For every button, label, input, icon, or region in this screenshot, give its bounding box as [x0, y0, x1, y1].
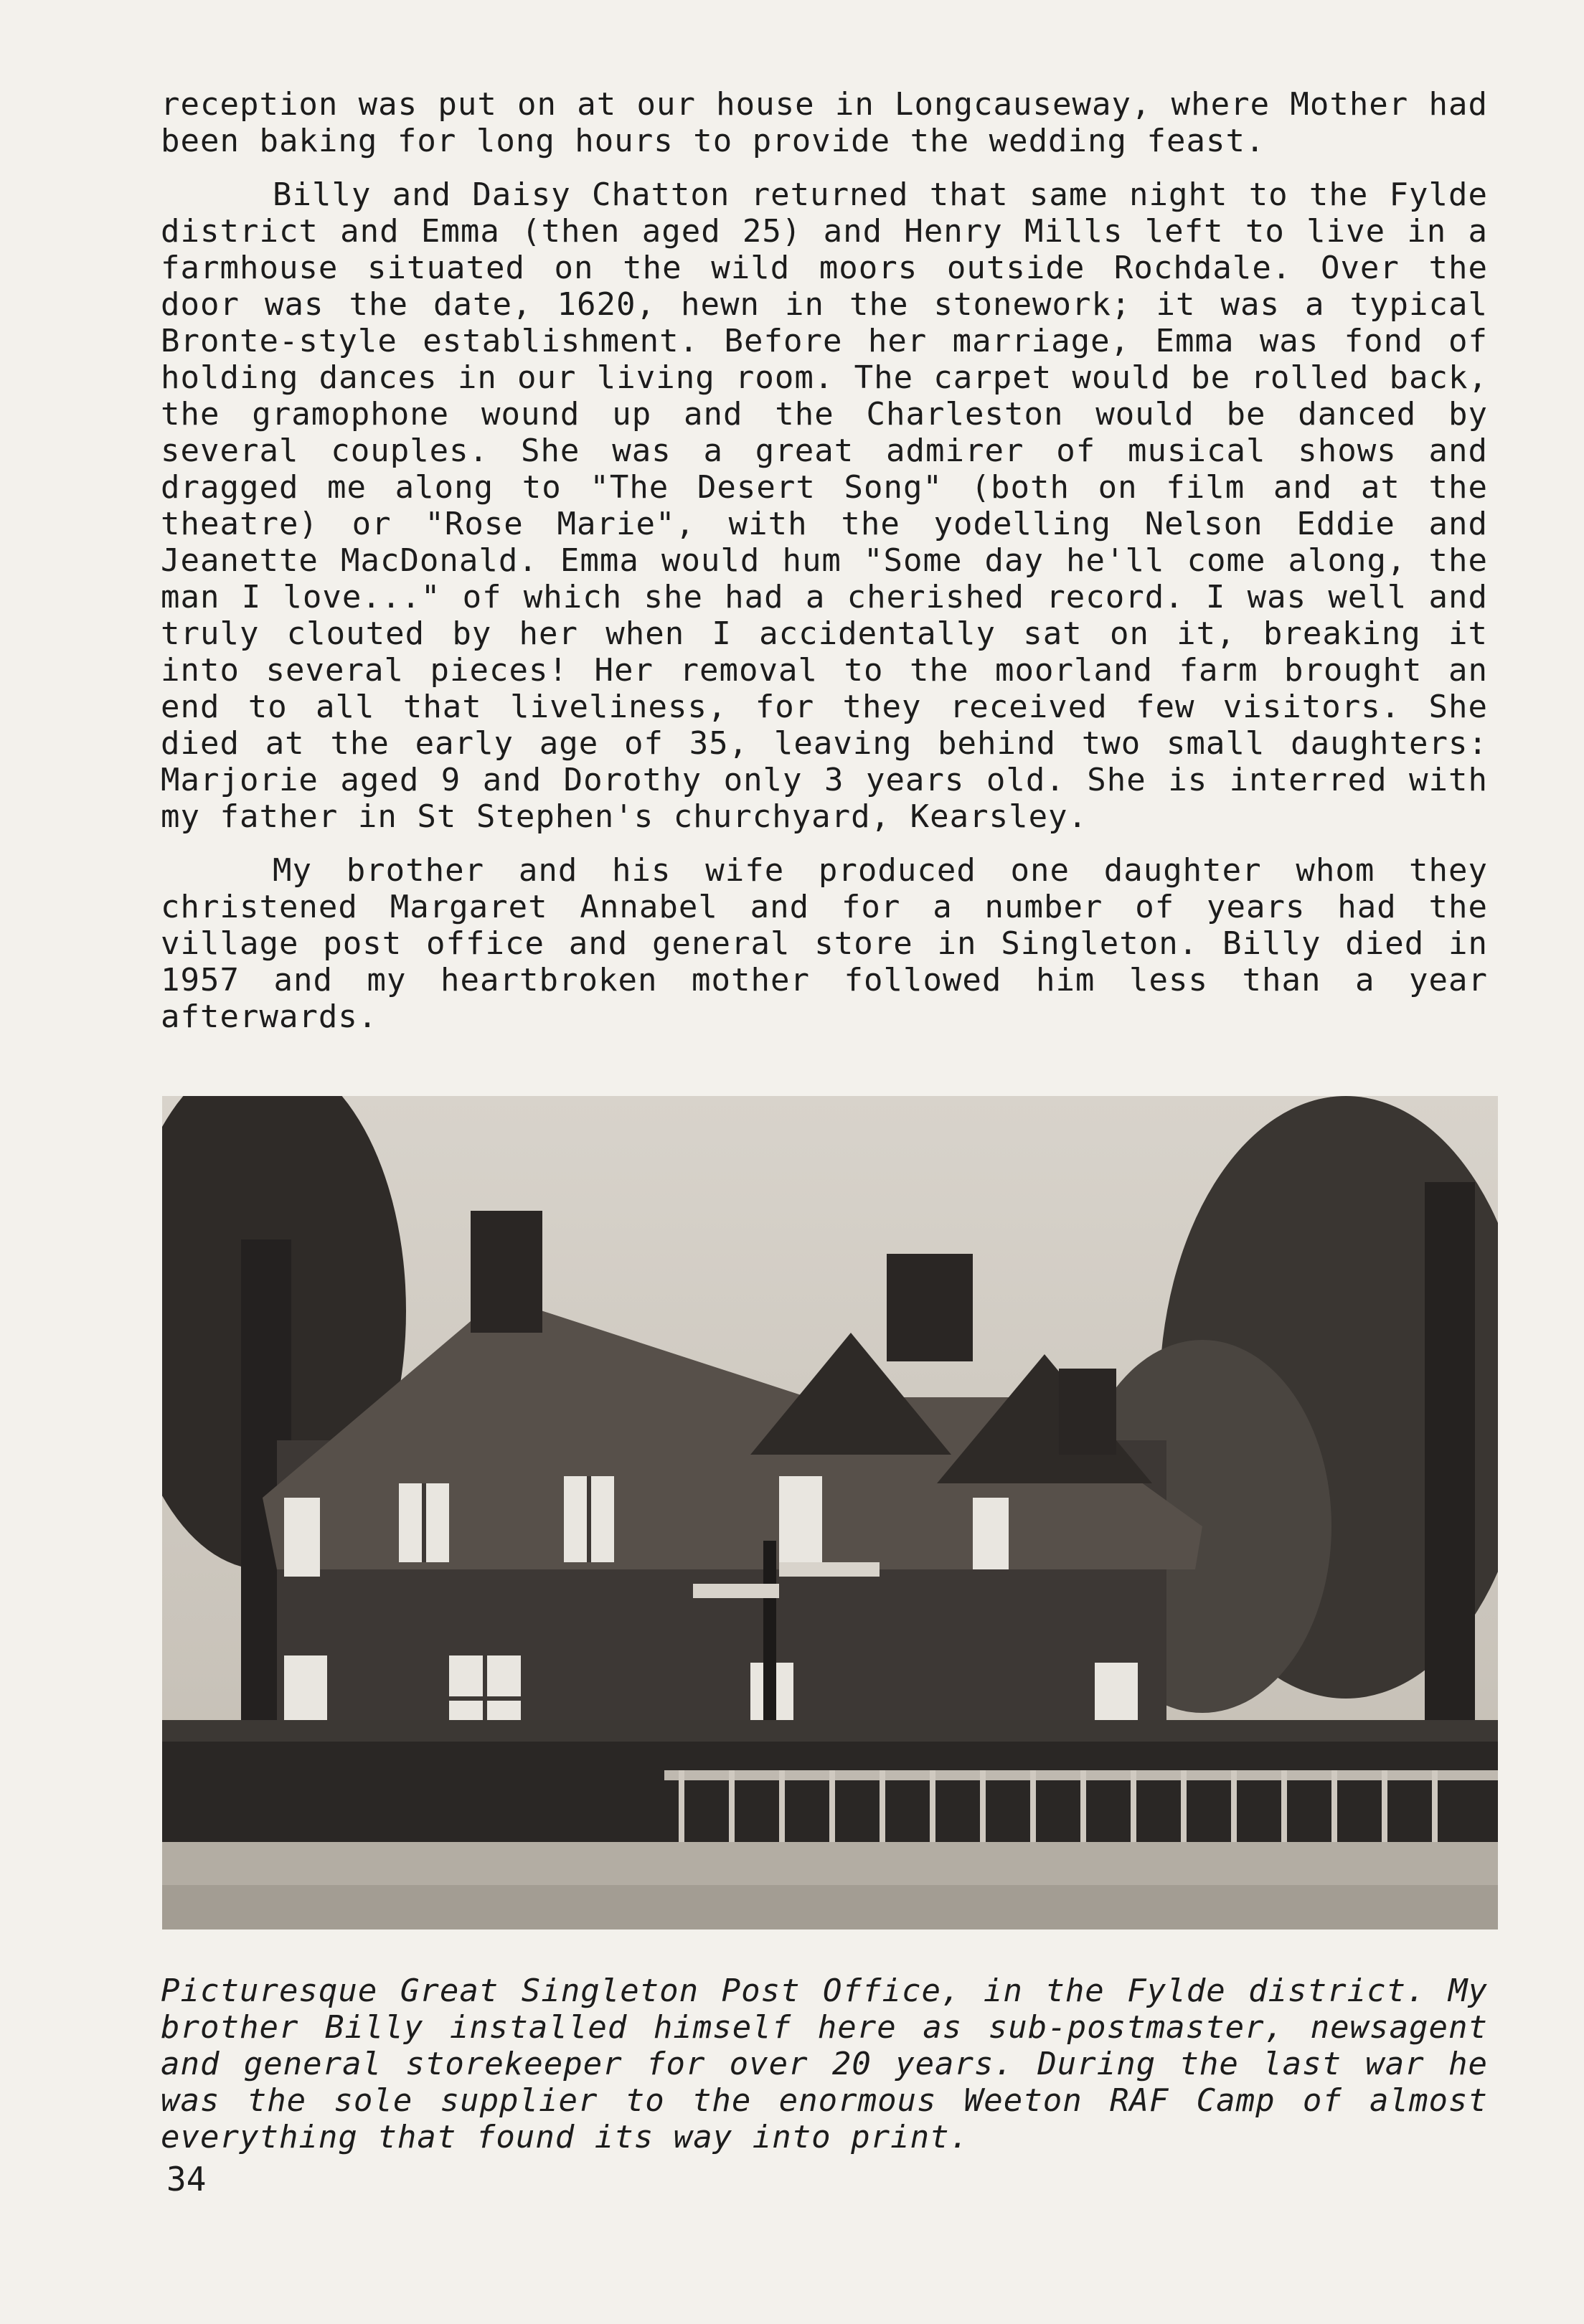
- body-text: [161, 86, 1488, 1052]
- photo-caption: Picturesque Great Singleton Post Office, in the Fylde district. My brother Billy installed himself here as sub-postmaster, newsagent and general storekeeper for over 20 years. During the last war he was the sole supplier to the enormous Weeton RAF Camp of almost everything that found its way into print.: [161, 1973, 1488, 2155]
- paragraph-3: My brother and his wife produced one daughter whom they christened Margaret Annabel and for a number of years had the village post office and general store in Singleton. Billy died in 1957 and my heartbroken mother followed him less than a year afterwards.: [161, 852, 1488, 1035]
- post-office-photo: [162, 1096, 1498, 1929]
- post-office-photo-drawing: [162, 1096, 1498, 1929]
- page-number: 34: [166, 2160, 207, 2198]
- paragraph-1: reception was put on at our house in Longcauseway, where Mother had been baking for long hours to provide the wedding feast.: [161, 86, 1488, 159]
- paragraph-2: Billy and Daisy Chatton returned that same night to the Fylde district and Emma (then aged 25) and Henry Mills left to live in a farmhouse situated on the wild moors outside Rochdale. Over the door was the date, 1620, hewn in the stonework; it was a typical Bronte-style establishment. Before her marriage, Emma was fond of holding dances in our living room. The carpet would be rolled back, the gramophone wound up and the Charleston would be danced by several couples. She was a great admirer of musical shows and dragged me along to "The Desert Song" (both on film and at the theatre) or "Rose Marie", with the yodelling Nelson Eddie and Jeanette MacDonald. Emma would hum "Some day he'll come along, the man I love..." of which she had a cherished record. I was well and truly clouted by her when I accidentally sat on it, breaking it into several pieces! Her removal to the moorland farm brought an end to all that liveliness, for they received few visitors. She died at the early age of 35, leaving behind two small daughters: Marjorie aged 9 and Dorothy only 3 years old. She is interred with my father in St Stephen's churchyard, Kearsley.: [161, 176, 1488, 835]
